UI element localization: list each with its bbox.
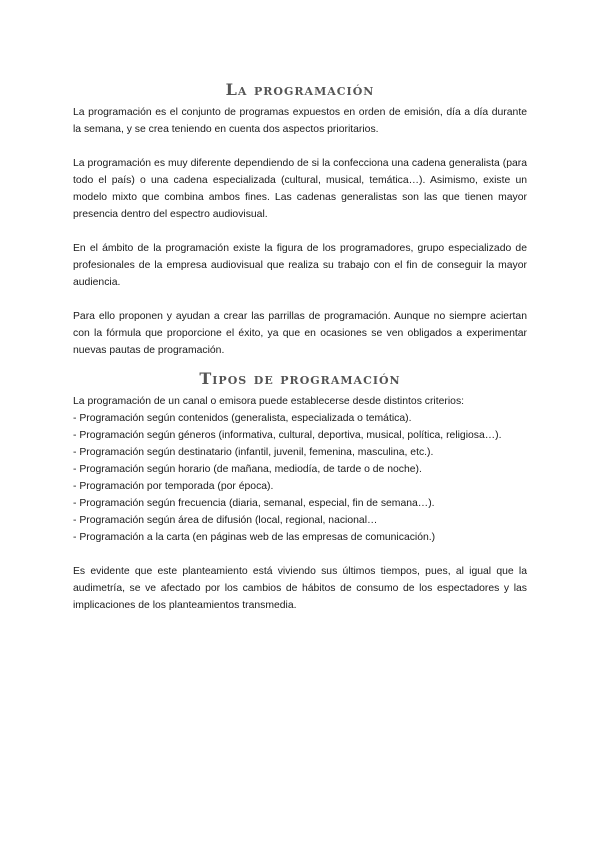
paragraph: En el ámbito de la programación existe la figura de los programadores, grupo especializado de profesionales de la empresa audiovisual que realiza su trabajo con el fin de conseguir la mayor audiencia.	[73, 243, 527, 288]
section-title: Tipos de programación	[199, 369, 401, 388]
list-item: - Programación según géneros (informativa, cultural, deportiva, musical, política, religiosa…).	[73, 430, 502, 441]
paragraph-gap	[73, 138, 527, 155]
paragraph-gap	[73, 546, 527, 563]
list-item: - Programación a la carta (en páginas web de las empresas de comunicación.)	[73, 532, 436, 543]
paragraph: La programación es muy diferente dependiendo de si la confecciona una cadena generalista (para todo el país) o una cadena especializada (cultural, musical, temática…). Asimismo, existe un modelo mixto que combina ambos fines. Las cadenas generalistas son las que tienen mayor presencia dentro del espectro audiovisual.	[73, 158, 527, 220]
list-item: - Programación según horario (de mañana, mediodía, de tarde o de noche).	[73, 464, 422, 475]
closing-paragraph: Es evidente que este planteamiento está viviendo sus últimos tiempos, pues, al igual que la audimetría, se ve afectado por los cambios de hábitos de consumo de los espectadores y las implicaciones de los planteamientos transmedia.	[73, 566, 527, 611]
paragraph-gap	[73, 291, 527, 308]
paragraph: Para ello proponen y ayudan a crear las parrillas de programación. Aunque no siempre aciertan con la fórmula que proporcione el éxito, ya que en ocasiones se ven obligados a experimentar nuevas pautas de programación.	[73, 311, 527, 356]
page-title: La programación	[225, 80, 375, 99]
list-item: - Programación según área de difusión (local, regional, nacional…	[73, 515, 378, 526]
paragraph: La programación es el conjunto de programas expuestos en orden de emisión, día a día durante la semana, y se crea teniendo en cuenta dos aspectos prioritarios.	[73, 107, 527, 135]
list-item: - Programación según contenidos (generalista, especializada o temática).	[73, 413, 412, 424]
document-page	[73, 72, 527, 614]
list-item: - Programación según destinatario (infantil, juvenil, femenina, masculina, etc.).	[73, 447, 434, 458]
list-item: - Programación según frecuencia (diaria, semanal, especial, fin de semana…).	[73, 498, 435, 509]
list-item: - Programación por temporada (por época).	[73, 481, 274, 492]
paragraph-gap	[73, 223, 527, 240]
section-intro: La programación de un canal o emisora puede establecerse desde distintos criterios:	[73, 396, 465, 407]
types-list	[73, 410, 527, 546]
